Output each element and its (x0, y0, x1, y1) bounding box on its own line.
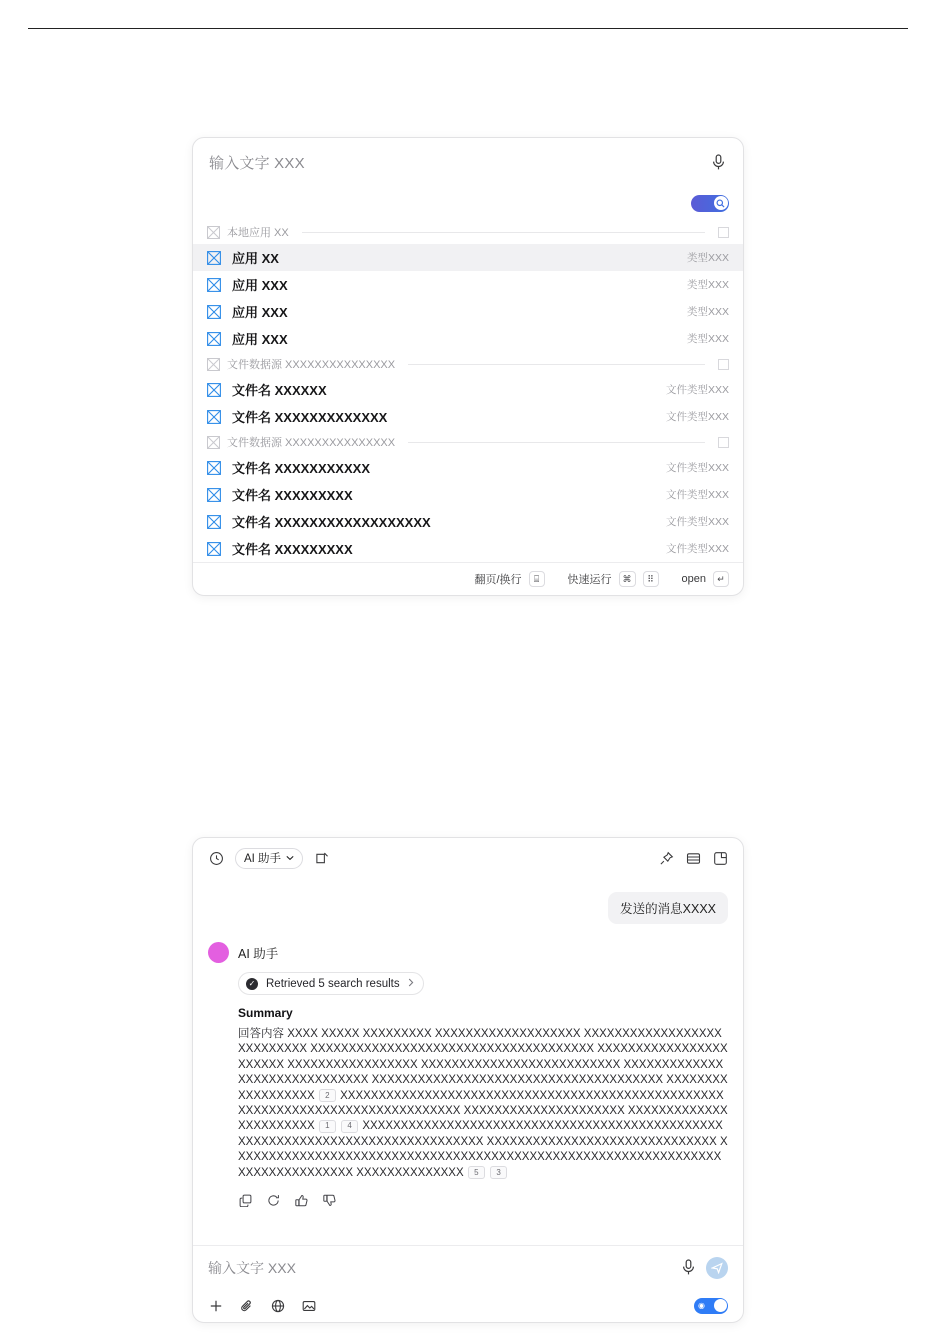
plus-icon[interactable] (208, 1298, 223, 1313)
result-name: 文件名 XXXXXXXXXXXXXXXXXX (232, 515, 431, 530)
group-label: 文件数据源 XXXXXXXXXXXXXXX (227, 437, 396, 449)
history-clock-icon[interactable] (208, 850, 224, 866)
result-type: 类型XXX (686, 252, 729, 264)
search-result-row[interactable] (193, 376, 743, 403)
group-end-box (718, 359, 729, 370)
result-name: 应用 XXX (232, 278, 288, 293)
search-result-row[interactable] (193, 325, 743, 352)
open-key-enter: ↵ (713, 571, 729, 587)
thumbs-up-icon[interactable] (294, 1193, 308, 1207)
expand-window-icon[interactable] (712, 850, 728, 866)
answer-line: XXXXXXXXXXXXXXXXXXXXXXXXXXXXXXXXXXXXXXXXXXXXXXXXXXXXXXXXXXXXXXXXXXXXXXXXXXXXXXX (238, 1135, 728, 1179)
chevron-down-icon (286, 852, 294, 864)
globe-icon[interactable] (270, 1298, 285, 1313)
group-end-box (718, 227, 729, 238)
placeholder-image-icon (207, 358, 220, 371)
image-icon[interactable] (301, 1298, 316, 1313)
app-icon (207, 332, 221, 346)
chat-panel (192, 837, 744, 1323)
file-icon (207, 488, 221, 502)
group-label: 本地应用 XX (227, 227, 289, 239)
microphone-icon[interactable] (709, 153, 727, 171)
result-type: 类型XXX (686, 279, 729, 291)
group-header-file-source-2 (193, 430, 743, 454)
result-name: 应用 XXX (232, 332, 288, 347)
group-header-local-apps (193, 220, 743, 244)
search-icon (714, 196, 728, 210)
result-type: 文件类型XXX (665, 411, 729, 423)
result-type: 文件类型XXX (665, 516, 729, 528)
assistant-action-row (238, 1193, 728, 1207)
file-icon (207, 383, 221, 397)
app-icon (207, 278, 221, 292)
quick-run-key-cmd: ⌘ (619, 571, 636, 587)
search-result-row[interactable] (193, 454, 743, 481)
group-divider (302, 232, 705, 233)
microphone-icon[interactable] (680, 1260, 696, 1276)
group-divider (408, 364, 705, 365)
search-panel (192, 137, 744, 596)
answer-line: XXXXXXXXXXXXXXXXXXXXXXXXXXXXXXXXXXXXXX XXXXXXXXXXXXXXXXXX 2 (238, 1074, 728, 1102)
chat-input-row[interactable] (193, 1245, 743, 1289)
search-result-row[interactable] (193, 298, 743, 325)
page-hint-label: 翻页/换行 (474, 574, 522, 586)
avatar (208, 942, 229, 963)
result-type: 类型XXX (686, 306, 729, 318)
result-type: 类型XXX (686, 333, 729, 345)
answer-line: XXXXXXXXXXXXXXXXXXXXXXXXXXXXXXXXXXXXXXXXXXXXXXXXXXXXXXXXXXXXXXXXXXXXXXXXXXXXXXX (238, 1089, 724, 1118)
chat-header (193, 838, 743, 878)
retrieved-results-label: Retrieved 5 search results (266, 977, 400, 990)
file-icon (207, 542, 221, 556)
assistant-message (208, 924, 728, 1207)
retrieved-results-chip[interactable] (238, 972, 424, 995)
citation-chip[interactable]: 2 (319, 1089, 336, 1102)
toggle-knob (714, 1299, 727, 1312)
file-icon (207, 515, 221, 529)
result-name: 应用 XX (232, 251, 279, 266)
group-end-box (718, 437, 729, 448)
group-header-file-source-1 (193, 352, 743, 376)
search-result-row[interactable] (193, 271, 743, 298)
pin-icon[interactable] (658, 850, 674, 866)
search-input[interactable]: 输入文字 XXX (209, 154, 305, 172)
new-chat-icon[interactable] (314, 850, 330, 866)
eye-glyph: ◉ (698, 1301, 705, 1310)
result-type: 文件类型XXX (665, 384, 729, 396)
result-name: 文件名 XXXXXXXXXXXXX (232, 410, 388, 425)
result-type: 文件类型XXX (665, 489, 729, 501)
answer-line: XXXXXXXXX XXXXXXXXXXXXXXXXXXXXXXXXXXXXXXXXXXXXX XXXXXXXXXXXXXXXXXXXXXXX (238, 1043, 728, 1071)
page-top-rule (28, 28, 908, 29)
result-name: 文件名 XXXXXXXXX (232, 542, 353, 557)
answer-line: XXXXXXXXXXXXXXXXX XXXXXXXXXXXXXXXXXXXXXXXXXX XXXXXXXXXXXXXXXXXXXXXXXXXXXXXX (238, 1058, 724, 1087)
search-result-row[interactable] (193, 403, 743, 430)
search-result-row[interactable] (193, 535, 743, 562)
file-icon (207, 461, 221, 475)
quick-run-label: 快速运行 (567, 574, 612, 586)
page-hint-key: ⌸ (529, 571, 545, 587)
list-icon[interactable] (685, 850, 701, 866)
citation-chip[interactable]: 1 (319, 1120, 336, 1133)
assistant-answer-text (238, 1027, 728, 1181)
result-name: 文件名 XXXXXX (232, 383, 327, 398)
thumbs-down-icon[interactable] (322, 1193, 336, 1207)
chat-tools-row (193, 1289, 743, 1322)
citation-chip[interactable]: 5 (468, 1166, 485, 1179)
result-name: 文件名 XXXXXXXXX (232, 488, 353, 503)
search-result-row[interactable] (193, 508, 743, 535)
search-input-row[interactable] (193, 138, 743, 186)
search-mode-toggle[interactable] (691, 195, 729, 212)
answer-line: XXXXXXXXXXXXXX 5 3 (356, 1167, 508, 1179)
assistant-header (208, 942, 728, 963)
placeholder-image-icon (207, 436, 220, 449)
copy-icon[interactable] (238, 1193, 252, 1207)
chat-message-list (193, 878, 743, 1245)
assistant-name: AI 助手 (238, 946, 279, 961)
eye-toggle-icon[interactable] (694, 1298, 728, 1314)
assistant-selector-label: AI 助手 (244, 853, 282, 865)
citation-chip[interactable]: 4 (341, 1120, 358, 1133)
assistant-content (238, 972, 728, 1181)
group-divider (408, 442, 705, 443)
eye-toggle-wrap (694, 1298, 728, 1314)
search-result-row[interactable] (193, 481, 743, 508)
assistant-selector[interactable] (235, 848, 303, 869)
summary-title: Summary (238, 1006, 293, 1020)
chevron-right-icon (408, 978, 414, 990)
result-name: 文件名 XXXXXXXXXXX (232, 461, 370, 476)
check-icon: ✓ (246, 978, 258, 990)
answer-line: XXXXXXXXXXXXXXXXXXXXX XXXXXXXXXXXXXXXXXXXXXXX 1 4 (238, 1105, 728, 1133)
result-type: 文件类型XXX (665, 462, 729, 474)
refresh-icon[interactable] (266, 1193, 280, 1207)
paperclip-icon[interactable] (239, 1298, 254, 1313)
answer-line: XXXXXXXXXXXXXXXXXXXXXXXXXXXXXXXXXXXXXXXXXXXXXXXXXXXXXXXXXXXXXXXXXXXXXXXXXXXXXXX (238, 1120, 723, 1148)
answer-line: 回答内容 XXXX XXXXX XXXXXXXXX XXXXXXXXXXXXXXXXXXX XXXXXXXXXXXXXXXXXX (238, 1028, 722, 1040)
placeholder-image-icon (207, 226, 220, 239)
search-result-row[interactable] (193, 244, 743, 271)
search-footer (193, 562, 743, 595)
search-mode-toggle-row (193, 186, 743, 220)
result-name: 应用 XXX (232, 305, 288, 320)
quick-run-key-grid: ⠿ (643, 571, 659, 587)
answer-line: XXXXXXXXXXXXXXXXXXXXXXXXXXXXXX (486, 1135, 717, 1148)
user-message-bubble: 发送的消息XXXX (608, 892, 728, 924)
open-label: open (681, 573, 706, 585)
app-icon (207, 251, 221, 265)
app-icon (207, 305, 221, 319)
group-label: 文件数据源 XXXXXXXXXXXXXXX (227, 359, 396, 371)
send-icon[interactable] (706, 1257, 728, 1279)
chat-input[interactable]: 输入文字 XXX (208, 1259, 296, 1276)
file-icon (207, 410, 221, 424)
citation-chip[interactable]: 3 (490, 1166, 507, 1179)
result-type: 文件类型XXX (665, 543, 729, 555)
